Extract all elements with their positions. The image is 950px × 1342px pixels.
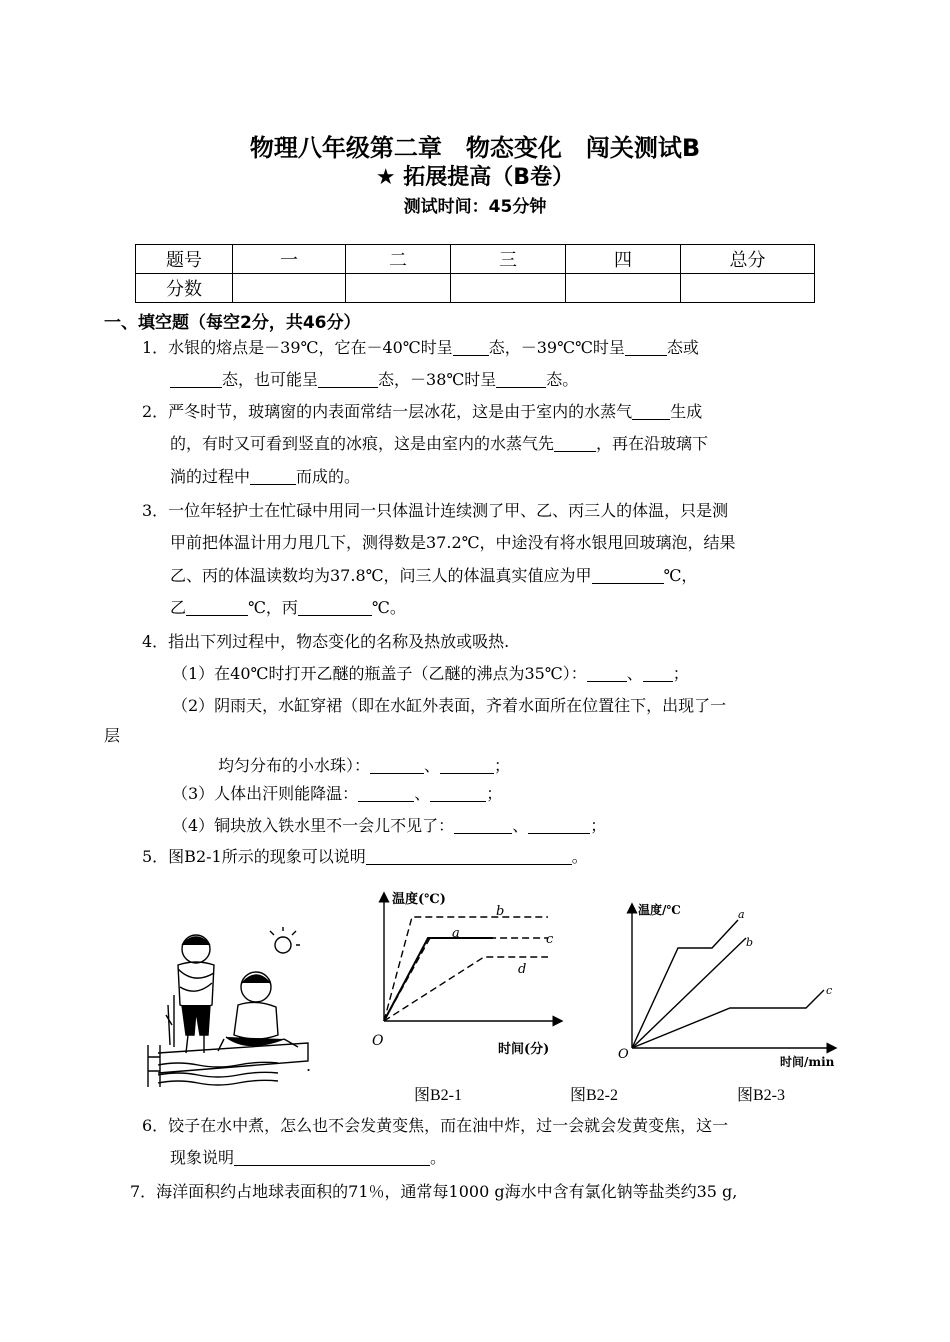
question-text: ； — [494, 756, 511, 775]
water-wave — [158, 1080, 278, 1085]
question-6-line-2 — [170, 1148, 446, 1168]
answer-blank[interactable] — [632, 403, 670, 420]
question-text: 态或 — [666, 338, 699, 357]
question-text: 、 — [626, 664, 643, 683]
question-text: 1．水银的熔点是－39℃，它在－40℃时呈 — [142, 338, 453, 357]
series-label-b: b — [746, 936, 754, 949]
table-cell: 总分 — [681, 245, 815, 274]
table-cell: 三 — [451, 245, 566, 274]
answer-blank[interactable] — [554, 435, 596, 452]
answer-blank[interactable] — [430, 785, 486, 802]
question-text: 、 — [414, 784, 431, 803]
score-table — [135, 244, 815, 303]
score-input-cell[interactable] — [346, 274, 451, 303]
question-text: 态，－39℃℃时呈 — [488, 338, 625, 357]
question-text: ℃， — [663, 566, 698, 585]
answer-blank[interactable] — [366, 848, 572, 865]
pool-edge — [158, 1043, 308, 1073]
question-text: ； — [486, 784, 503, 803]
answer-blank[interactable] — [250, 468, 296, 485]
question-3-line-4 — [170, 598, 406, 618]
question-3-line-1: 3．一位年轻护士在忙碌中用同一只体温计连续测了甲、乙、丙三人的体温，只是测 — [142, 501, 729, 520]
figure-b2-3-chart — [610, 898, 840, 1073]
water-wave — [158, 1072, 278, 1077]
question-3-line-2: 甲前把体温计用力甩几下，测得数是37.2℃，中途没有将水银甩回玻璃泡，结果 — [170, 533, 736, 552]
test-time: 测试时间：45分钟 — [403, 197, 547, 217]
sun-icon — [275, 937, 291, 953]
standing-boy-arm — [180, 983, 212, 991]
series-a-line — [632, 920, 738, 1048]
question-text: 、 — [512, 816, 529, 835]
question-1-line-2 — [170, 370, 578, 390]
figure-caption-b2-3: 图B2-3 — [737, 1087, 786, 1104]
sun-rays — [270, 927, 300, 945]
question-text: 生成 — [670, 402, 703, 421]
question-2-line-1 — [142, 402, 702, 422]
question-text: ； — [590, 816, 607, 835]
question-text: ，再在沿玻璃下 — [596, 434, 709, 453]
question-4-part-2-wrap: 层 — [104, 726, 121, 745]
table-cell: 二 — [346, 245, 451, 274]
answer-blank[interactable] — [234, 1149, 430, 1166]
answer-blank[interactable] — [170, 371, 222, 388]
series-b-line — [632, 938, 746, 1048]
series-label-d: d — [518, 962, 527, 977]
pool-ladder — [148, 1045, 160, 1087]
series-label-a: a — [738, 908, 745, 921]
score-table-header-row — [136, 245, 815, 274]
answer-blank[interactable] — [592, 567, 664, 584]
standing-boy-shorts — [182, 1005, 210, 1035]
table-cell: 四 — [566, 245, 681, 274]
figure-b2-2-chart — [368, 885, 568, 1065]
question-text: （1）在40℃时打开乙醚的瓶盖子（乙醚的沸点为35℃）： — [172, 664, 587, 683]
question-4-intro: 4．指出下列过程中，物态变化的名称及热放或吸热. — [142, 632, 510, 651]
answer-blank[interactable] — [440, 757, 494, 774]
answer-blank[interactable] — [587, 665, 627, 682]
x-axis-label: 时间(分) — [498, 1042, 550, 1057]
question-text: ℃，丙 — [248, 598, 298, 617]
question-text: 淌的过程中 — [170, 467, 251, 486]
series-label-b: b — [496, 904, 505, 919]
question-4-part-4 — [172, 816, 606, 836]
question-text: 乙、丙的体温读数均为37.8℃，问三人的体温真实值应为甲 — [170, 566, 592, 585]
answer-blank[interactable] — [186, 599, 248, 616]
page-title: 物理八年级第二章 物态变化 闯关测试B — [249, 134, 701, 162]
answer-blank[interactable] — [318, 371, 378, 388]
series-label-c: c — [546, 932, 554, 947]
question-text: 的，有时又可看到竖直的冰痕，这是由室内的水蒸气先 — [170, 434, 555, 453]
question-1-line-1 — [142, 338, 699, 358]
sitting-boy-shorts — [226, 1037, 284, 1046]
series-label-c: c — [826, 984, 833, 997]
question-2-line-2 — [170, 434, 708, 454]
question-text: 而成的。 — [296, 467, 361, 486]
question-text: 5．图B2-1所示的现象可以说明 — [142, 847, 366, 866]
question-3-line-3 — [170, 566, 697, 586]
question-text: 乙 — [170, 598, 187, 617]
question-2-line-3 — [170, 467, 360, 487]
series-a-line — [384, 938, 493, 1021]
section-heading: 一、填空题（每空2分，共46分） — [104, 313, 361, 333]
question-text: 态，－38℃时呈 — [378, 370, 497, 389]
question-4-part-3 — [172, 784, 502, 804]
question-text: 。 — [571, 847, 588, 866]
question-6-line-1: 6．饺子在水中煮，怎么也不会发黄变焦，而在油中炸，过一会就会发黄变焦，这一 — [142, 1116, 729, 1135]
answer-blank[interactable] — [528, 817, 590, 834]
score-input-cell[interactable] — [451, 274, 566, 303]
question-text: 、 — [424, 756, 441, 775]
question-text: （4）铜块放入铁水里不一会儿不见了： — [172, 816, 455, 835]
series-c-line — [632, 990, 824, 1048]
question-text: 2．严冬时节，玻璃窗的内表面常结一层冰花，这是由于室内的水蒸气 — [142, 402, 633, 421]
series-label-a: a — [452, 926, 460, 941]
question-4-part-1 — [172, 664, 689, 684]
question-5 — [142, 847, 588, 867]
standing-boy-arm — [178, 969, 214, 978]
figure-dot: . — [306, 1056, 312, 1075]
answer-blank[interactable] — [453, 339, 489, 356]
origin-label: O — [618, 1047, 629, 1062]
question-text: 均匀分布的小水珠）： — [218, 756, 371, 775]
y-axis-label: 温度(℃) — [392, 892, 446, 907]
grass — [166, 995, 174, 1047]
table-cell: 题号 — [136, 245, 233, 274]
answer-blank[interactable] — [496, 371, 546, 388]
table-cell: 分数 — [136, 274, 233, 303]
score-input-cell[interactable] — [681, 274, 815, 303]
question-text: 。 — [430, 1148, 447, 1167]
answer-blank[interactable] — [298, 599, 372, 616]
question-text: 态。 — [546, 370, 579, 389]
y-axis-label: 温度/℃ — [638, 903, 681, 917]
answer-blank[interactable] — [358, 785, 414, 802]
figure-b2-1-illustration — [138, 925, 318, 1090]
answer-blank[interactable] — [625, 339, 667, 356]
question-7-line-1: 7．海洋面积约占地球表面积的71％，通常每1000 g海水中含有氯化钠等盐类约35 g, — [130, 1182, 738, 1201]
question-text: ℃。 — [371, 598, 406, 617]
answer-blank[interactable] — [643, 665, 673, 682]
question-text: （3）人体出汗则能降温： — [172, 784, 359, 803]
sitting-boy-body — [234, 1002, 278, 1039]
question-text: 态，也可能呈 — [222, 370, 319, 389]
answer-blank[interactable] — [454, 817, 512, 834]
question-text: ； — [672, 664, 689, 683]
figure-caption-b2-2: 图B2-2 — [570, 1087, 619, 1104]
x-axis-label: 时间/min — [780, 1055, 835, 1069]
question-4-part-2: （2）阴雨天，水缸穿裙（即在水缸外表面，齐着水面所在位置往下，出现了一 — [172, 696, 727, 715]
score-table-score-row — [136, 274, 815, 303]
answer-blank[interactable] — [370, 757, 424, 774]
score-input-cell[interactable] — [233, 274, 346, 303]
page-subtitle: ★ 拓展提高（B卷） — [375, 165, 575, 190]
series-c-line — [384, 938, 548, 1021]
figure-caption-b2-1: 图B2-1 — [414, 1087, 463, 1104]
table-cell: 一 — [233, 245, 346, 274]
score-input-cell[interactable] — [566, 274, 681, 303]
question-text: 现象说明 — [170, 1148, 235, 1167]
question-4-part-2-cont — [218, 756, 510, 776]
origin-label: O — [372, 1033, 384, 1049]
